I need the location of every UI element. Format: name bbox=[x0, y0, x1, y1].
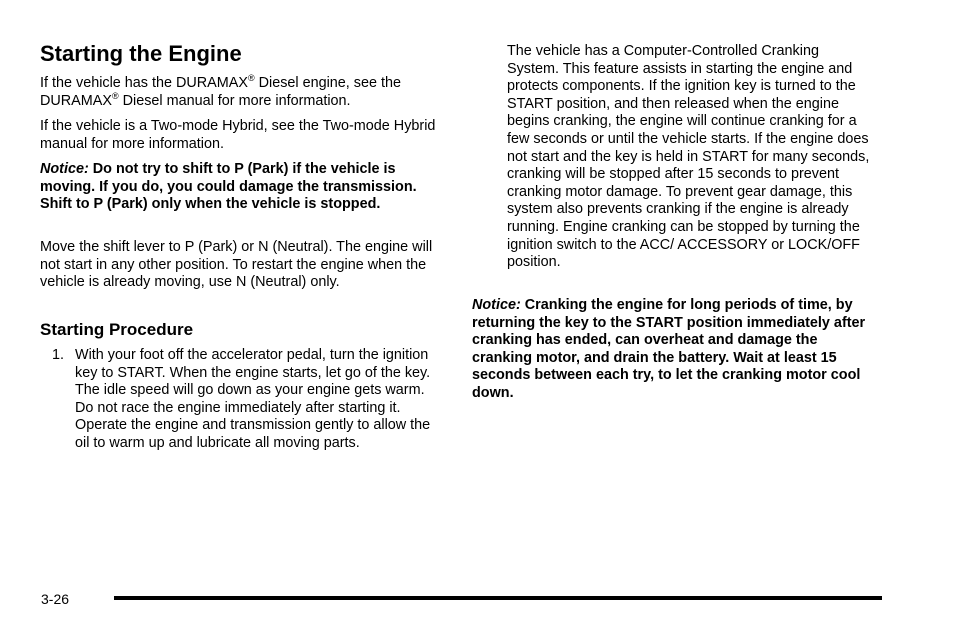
shift-lever-text: Move the shift lever to P (Park) or N (Neutral). The engine will not start in any other position. To restart the engine when the vehicle is already moving, use N (Neutral) only. bbox=[40, 239, 433, 291]
hybrid-paragraph bbox=[40, 118, 440, 153]
page-title: Starting the Engine bbox=[40, 41, 242, 66]
cranking-system-text: The vehicle has a Computer-Controlled Cranking System. This feature assists in starting the engine and protects components. If the ignition key is turned to the START position, and then released when the engine begins cranking, the engine will continue cranking for a few seconds or until the vehicle starts. If the engine does not start and the key is held in START for many seconds, cranking will be stopped after 15 seconds to prevent cranking motor damage. To prevent gear damage, this system also prevents cranking if the engine is already running. Engine cranking can be stopped by turning the ignition switch to the ACC/ ACCESSORY or LOCK/OFF position. bbox=[507, 43, 870, 271]
duramax-text-a: If the vehicle has the DURAMAX bbox=[40, 75, 248, 91]
step-number: 1. bbox=[52, 347, 65, 363]
footer-rule bbox=[114, 596, 882, 600]
registered-mark: ® bbox=[111, 90, 119, 101]
notice-label: Notice: bbox=[40, 161, 89, 177]
shift-lever-paragraph bbox=[40, 239, 440, 292]
section-heading: Starting Procedure bbox=[40, 320, 194, 339]
cranking-notice bbox=[472, 297, 872, 403]
notice-text: Do not try to shift to P (Park) if the vehicle is moving. If you do, you could damage the transmission. Shift to P (Park) only when the vehicle is stopped. bbox=[40, 161, 417, 213]
park-notice bbox=[40, 161, 440, 214]
notice-label: Notice: bbox=[472, 297, 521, 313]
registered-mark: ® bbox=[247, 73, 255, 84]
cranking-system-paragraph bbox=[507, 43, 872, 272]
hybrid-text: If the vehicle is a Two-mode Hybrid, see the Two-mode Hybrid manual for more information. bbox=[40, 118, 436, 152]
procedure-list bbox=[40, 347, 440, 453]
duramax-paragraph bbox=[40, 75, 440, 110]
starting-procedure-section bbox=[40, 319, 440, 341]
list-item bbox=[40, 347, 440, 453]
duramax-text-b: Diesel engine, see the DURAMAX bbox=[40, 75, 402, 109]
duramax-text-c: Diesel manual for more information. bbox=[118, 92, 351, 109]
notice-text: Cranking the engine for long periods of time, by returning the key to the START position immediately after cranking has ended, can overheat and damage the cranking motor, and drain the battery. Wait at least 15 seconds between each try, to let the cranking motor cool down. bbox=[472, 297, 866, 401]
page-number: 3-26 bbox=[41, 591, 70, 607]
step-text: With your foot off the accelerator pedal, turn the ignition key to START. When the engine starts, let go of the key. The idle speed will go down as your engine gets warm. Do not race the engine immediately after starting it. Operate the engine and transmission gently to allow the oil to warm up and lubricate all moving parts. bbox=[75, 347, 431, 451]
